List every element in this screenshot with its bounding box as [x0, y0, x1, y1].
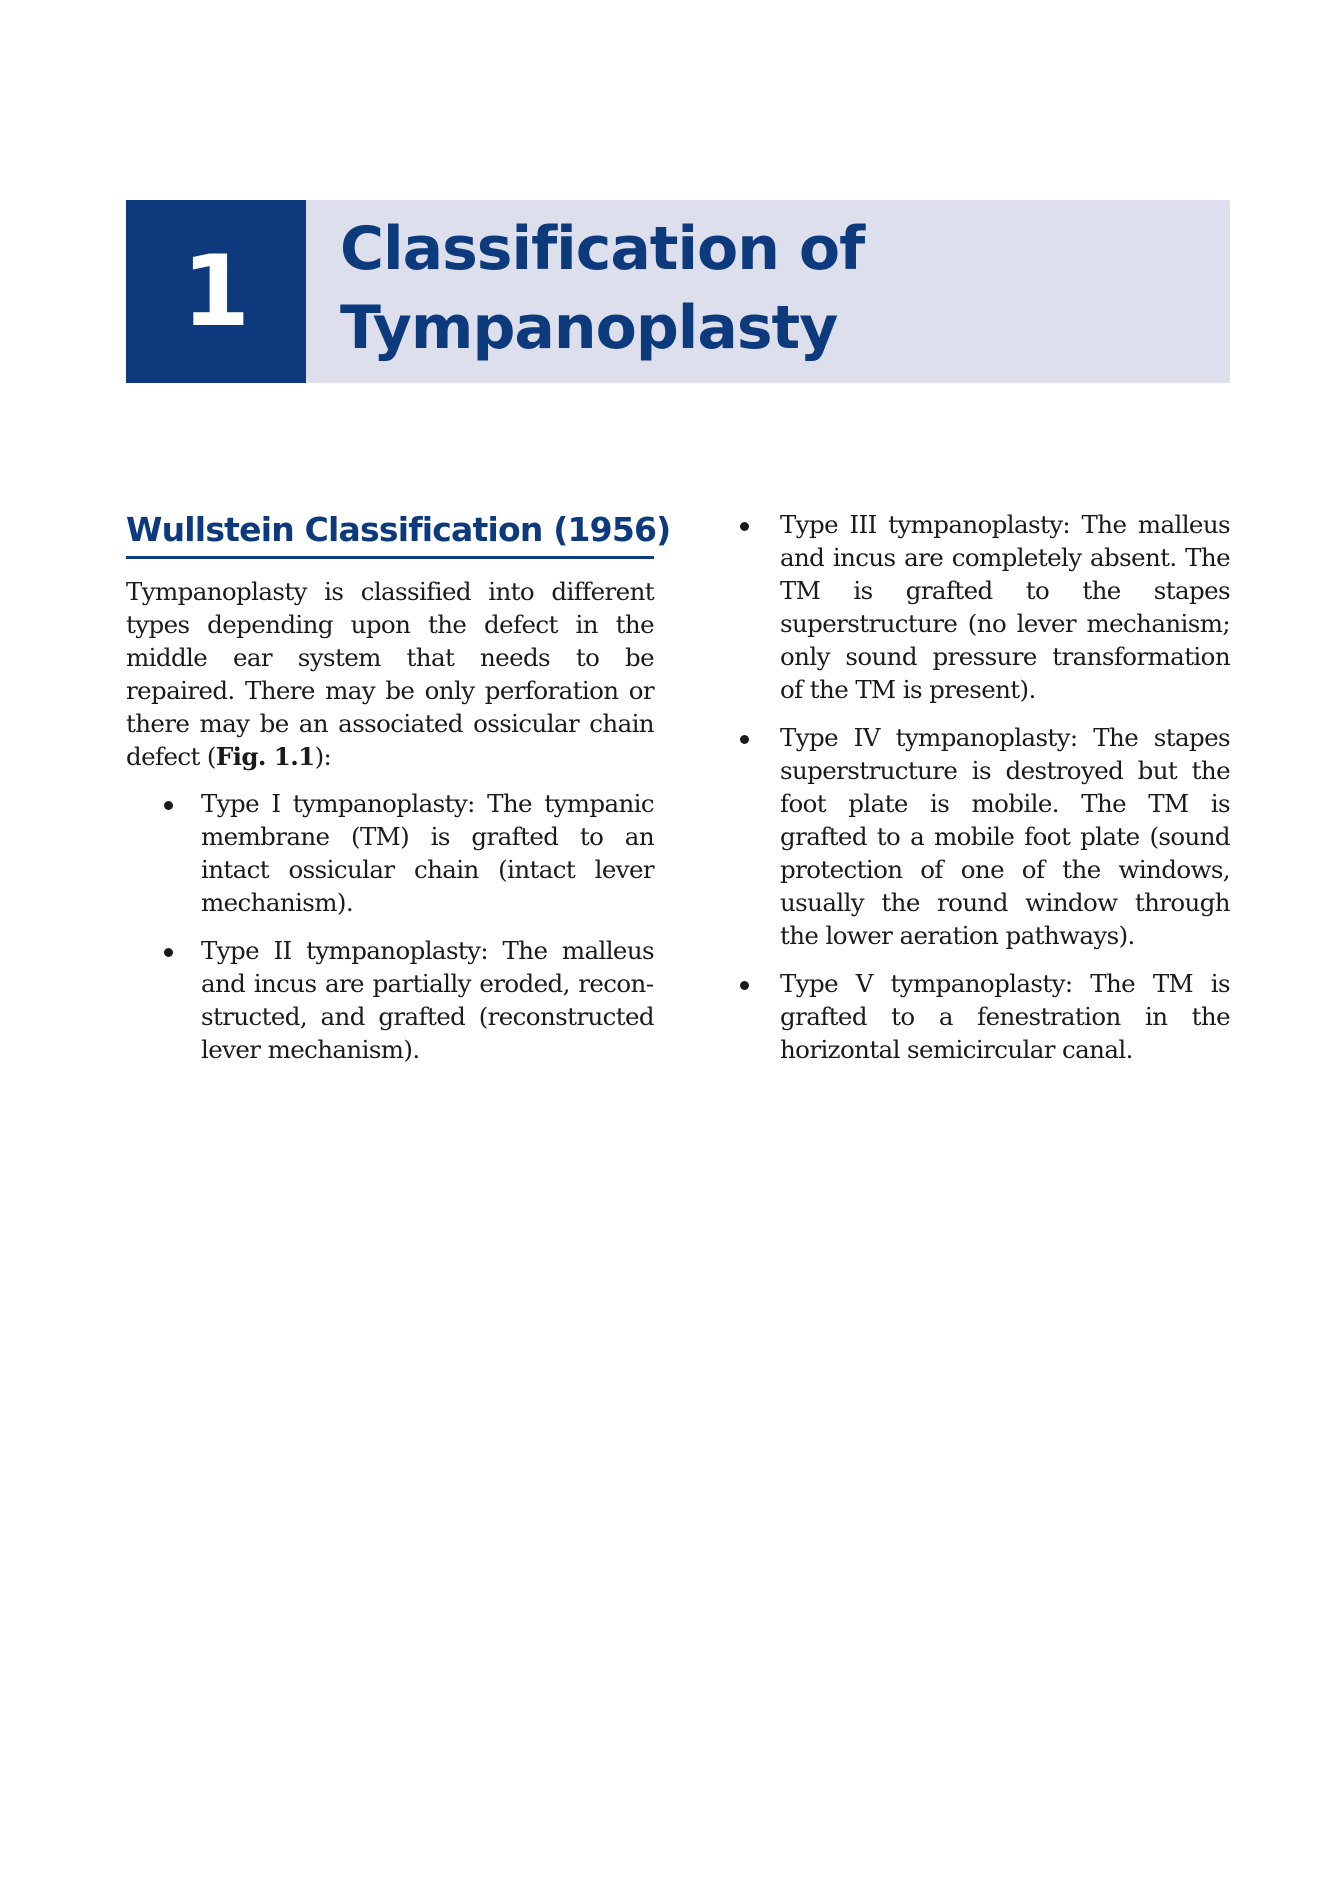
bullet-icon [164, 801, 173, 810]
chapter-number: 1 [126, 200, 306, 383]
chapter-header [126, 200, 1230, 383]
bullet-icon [164, 948, 173, 957]
bullet-icon [740, 522, 749, 531]
figure-reference: Fig. 1.1 [215, 742, 315, 771]
list-item [726, 967, 1230, 1066]
left-column [126, 508, 671, 1081]
intro-end: ): [314, 742, 332, 771]
type-list-left [126, 787, 654, 1066]
list-item [126, 787, 654, 919]
intro-paragraph [126, 575, 654, 773]
chapter-title-line-2: Tympanoplasty [340, 293, 838, 363]
bullet-icon [740, 981, 749, 990]
list-item-text: Type III tympanoplasty: The malleus and incus are completely absent. The TM is grafted to the stapes superstructure (no lever mechanism; only sound pressure transformation of the TM is present). [780, 510, 1230, 704]
list-item-text: Type I tympanoplasty: The tympanic membrane (TM) is grafted to an intact ossicular chain (intact lever mechanism). [201, 789, 654, 917]
list-item-text: Type V tympanoplasty: The TM is grafted to a fenestration in the horizontal semicircular canal. [780, 969, 1230, 1064]
list-item [726, 721, 1230, 952]
chapter-title-line-1: Classification of [340, 214, 865, 284]
list-item-text: Type IV tympanoplasty: The stapes superstructure is destroyed but the foot plate is mobile. The TM is grafted to a mobile foot plate (sound protection of one of the windows, usually the round window through the lower aeration pathways). [780, 723, 1230, 950]
section-heading: Wullstein Classification (1956) [126, 508, 654, 559]
intro-text: Tympanoplasty is classified into different types depending upon the defect in the middle ear system that needs to be repaired. There may be only perforation or there may be an associated ossicular chain defect ( [126, 577, 654, 771]
list-item [126, 934, 654, 1066]
bullet-icon [740, 735, 749, 744]
type-list-right [726, 508, 1230, 1066]
chapter-title [340, 210, 1200, 368]
list-item-text: Type II tympanoplasty: The malleus and incus are partially eroded, reconstructed, and grafted (reconstructed lever mechanism). [201, 936, 654, 1064]
list-item [726, 508, 1230, 706]
right-column [726, 508, 1230, 1081]
